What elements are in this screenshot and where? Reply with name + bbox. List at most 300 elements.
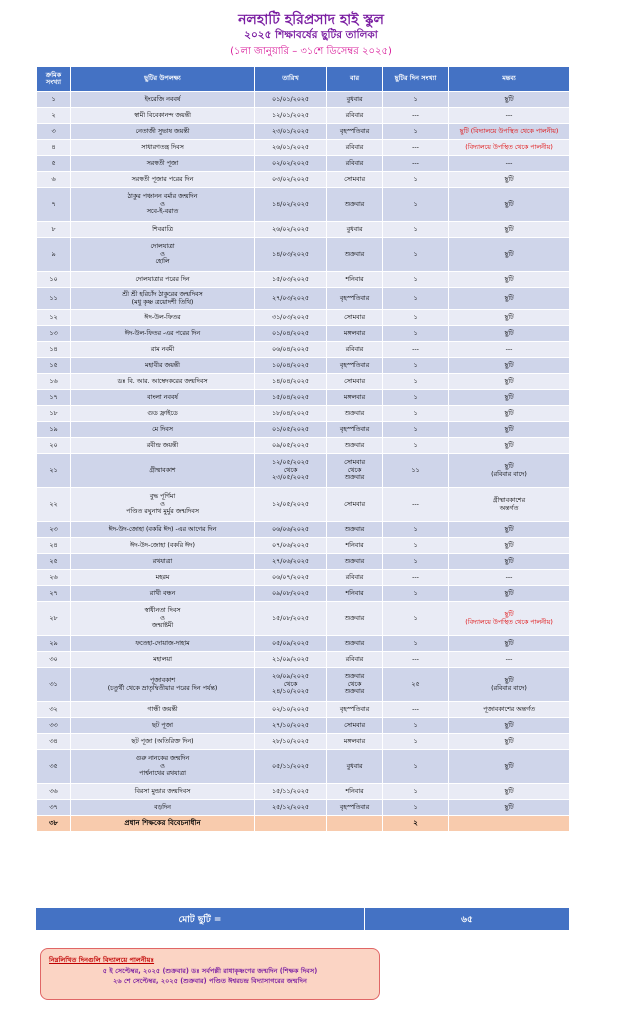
event-cell — [71, 488, 255, 522]
date-cell — [255, 238, 327, 272]
date-cell — [255, 310, 327, 326]
event-cell — [71, 652, 255, 668]
days-count-cell — [383, 570, 449, 586]
event-cell-line: মহালয়া — [153, 655, 172, 663]
date-cell-line: ১৫/০৪/২০২৫ — [272, 393, 309, 401]
event-cell-line: গ্রীষ্মাবকাশ — [149, 466, 176, 474]
days-count-cell-line: ২৫ — [411, 680, 420, 688]
table-row — [37, 800, 570, 816]
date-cell-line: ০২/০২/২০২৫ — [272, 159, 309, 167]
event-cell-line: দোলযাত্রা — [150, 243, 175, 251]
event-cell-line: নেতাজী সুভাষ জয়ন্তী — [135, 127, 190, 135]
col-serial: ক্রমিক সংখ্যা — [37, 67, 71, 92]
day-cell — [327, 668, 383, 702]
day-cell-line: রবিবার — [345, 111, 364, 119]
day-cell — [327, 222, 383, 238]
remark-cell — [449, 358, 570, 374]
day-cell-line: শনিবার — [345, 589, 364, 597]
date-cell — [255, 156, 327, 172]
date-cell — [255, 522, 327, 538]
day-cell — [327, 288, 383, 310]
serial-cell — [37, 374, 71, 390]
event-cell: প্রধান শিক্ষকের বিবেচনাধীন — [71, 816, 255, 832]
days-count-cell-line: ১ — [413, 329, 418, 337]
day-cell — [327, 800, 383, 816]
remark-cell-line: ছুটি — [504, 462, 514, 470]
remark-cell — [449, 172, 570, 188]
day-cell — [327, 124, 383, 140]
serial-cell-line: ২৬ — [49, 573, 58, 581]
date-cell — [255, 488, 327, 522]
days-count-cell-line: --- — [412, 705, 419, 713]
date-cell — [255, 374, 327, 390]
days-count-cell — [383, 784, 449, 800]
remark-cell-line: ছুটি — [504, 737, 514, 745]
days-count-cell — [383, 172, 449, 188]
remark-cell-line: ছুটি — [504, 329, 514, 337]
remark-cell — [449, 140, 570, 156]
date-cell — [255, 652, 327, 668]
event-cell — [71, 554, 255, 570]
remark-cell-line: (রবিবার বাদে) — [491, 470, 527, 478]
event-cell — [71, 108, 255, 124]
date-cell — [255, 188, 327, 222]
date-cell — [255, 702, 327, 718]
days-count-cell — [383, 310, 449, 326]
day-cell — [327, 652, 383, 668]
day-cell-line: শুক্রবার — [344, 200, 365, 208]
remark-cell — [449, 554, 570, 570]
remark-cell-line: ছুটি — [504, 175, 514, 183]
days-count-cell-line: --- — [412, 573, 419, 581]
event-cell-line: বিরসা মুন্ডার জন্মদিবস — [134, 787, 191, 795]
event-cell-line: ফতেহা-দোয়াজ-দাহাম — [135, 639, 190, 647]
holiday-table — [36, 66, 570, 832]
event-cell — [71, 422, 255, 438]
table-row — [37, 342, 570, 358]
date-cell-line: ০৭/০৬/২০২৫ — [272, 541, 309, 549]
day-cell — [327, 522, 383, 538]
serial-cell — [37, 570, 71, 586]
date-cell-line: ২৬/০৯/২০২৫ — [272, 673, 309, 681]
serial-cell — [37, 272, 71, 288]
days-count-cell-line: ১ — [413, 275, 418, 283]
date-cell — [255, 718, 327, 734]
days-count-cell — [383, 124, 449, 140]
day-cell — [327, 702, 383, 718]
remark-cell — [449, 342, 570, 358]
date-cell — [255, 406, 327, 422]
remark-cell-line: ছুটি — [504, 803, 514, 811]
event-cell — [71, 406, 255, 422]
date-cell-line: থেকে — [283, 680, 298, 688]
event-cell-line: ও — [160, 200, 165, 208]
remark-cell-line: ছুটি — [504, 676, 514, 684]
days-count-cell-line: --- — [412, 655, 419, 663]
event-cell-line: রথযাত্রা — [152, 557, 173, 565]
event-cell-line: গুরু নানকের জন্মদিন — [135, 755, 190, 763]
date-cell-line: ০৯/০৮/২০২৫ — [272, 589, 309, 597]
day-cell-line: সোমবার — [344, 500, 365, 508]
serial-cell-line: ১৮ — [49, 409, 58, 417]
remark-cell-line: --- — [505, 655, 513, 663]
event-cell-line: গুড ফ্রাইডে — [147, 409, 178, 417]
date-cell-line: ১০/০৪/২০২৫ — [272, 361, 309, 369]
remark-cell — [449, 272, 570, 288]
serial-cell — [37, 800, 71, 816]
event-cell-line: ও — [160, 500, 165, 508]
event-cell-line: পার্শ্বনাথের রথযাত্রা — [139, 770, 186, 778]
serial-cell-line: ৩৭ — [49, 803, 58, 811]
col-event: ছুটির উপলক্ষ্য — [71, 67, 255, 92]
event-cell — [71, 188, 255, 222]
table-row — [37, 390, 570, 406]
days-count-cell-line: ১ — [413, 737, 418, 745]
event-cell — [71, 310, 255, 326]
col-remark: মন্তব্য — [449, 67, 570, 92]
day-cell — [327, 636, 383, 652]
event-cell — [71, 358, 255, 374]
event-cell-line: হোলি — [155, 258, 170, 266]
day-cell-line: রবিবার — [345, 143, 364, 151]
table-row — [37, 668, 570, 702]
date-cell — [255, 734, 327, 750]
day-cell-line: বুধবার — [346, 762, 363, 770]
date-cell — [255, 800, 327, 816]
days-count-cell — [383, 702, 449, 718]
remark-cell — [449, 454, 570, 488]
table-row — [37, 406, 570, 422]
date-cell-line: ০১/০১/২০২৫ — [272, 95, 309, 103]
day-cell-line: শুক্রবার — [344, 557, 365, 565]
table-body — [37, 92, 570, 832]
event-cell-line: ও — [160, 250, 165, 258]
days-count-cell — [383, 108, 449, 124]
event-cell — [71, 390, 255, 406]
event-cell — [71, 784, 255, 800]
date-cell — [255, 586, 327, 602]
school-name: নলহাটি হরিপ্রসাদ হাই স্কুল — [238, 12, 384, 28]
event-cell-line: পণ্ডিত রঘুনাথ মুর্মুর জন্মদিবস — [126, 508, 199, 516]
remark-cell — [449, 668, 570, 702]
days-count-cell — [383, 92, 449, 108]
remark-cell — [449, 652, 570, 668]
date-cell — [255, 124, 327, 140]
table-row — [37, 422, 570, 438]
serial-cell-line: ৩৩ — [49, 721, 58, 729]
event-cell-line: ঈদ-উল-ফিতর -এর পরের দিন — [124, 329, 201, 337]
serial-cell-line: ৫ — [51, 159, 56, 167]
serial-cell — [37, 422, 71, 438]
remark-cell — [449, 816, 570, 832]
remark-cell — [449, 488, 570, 522]
table-row — [37, 272, 570, 288]
date-cell-line: ০১/০৪/২০২৫ — [272, 329, 309, 337]
date-cell-line: ০৫/১১/২০২৫ — [272, 762, 309, 770]
event-cell-line: সবে-ই-বরাত — [146, 208, 179, 216]
day-cell-line: বুধবার — [346, 225, 363, 233]
day-cell-line: মঙ্গলবার — [343, 393, 366, 401]
remark-cell — [449, 222, 570, 238]
remark-cell — [449, 108, 570, 124]
serial-cell-line: ২২ — [49, 500, 58, 508]
col-days-count: ছুটির দিন সংখ্যা — [383, 67, 449, 92]
days-count-cell-line: ১ — [413, 127, 418, 135]
serial-cell-line: ১৯ — [49, 425, 58, 433]
serial-cell-line: ৩০ — [49, 655, 58, 663]
date-cell — [255, 358, 327, 374]
day-cell — [327, 422, 383, 438]
day-cell — [327, 570, 383, 586]
days-count-cell — [383, 750, 449, 784]
day-cell-line: সোমবার — [344, 377, 365, 385]
day-cell-line: বৃহস্পতিবার — [339, 294, 370, 302]
table-row — [37, 288, 570, 310]
table-row — [37, 522, 570, 538]
event-cell-line: ছট পূজা — [152, 721, 173, 729]
remark-cell — [449, 718, 570, 734]
days-count-cell-line: ১ — [413, 557, 418, 565]
serial-cell-line: ২৩ — [49, 525, 58, 533]
event-cell — [71, 734, 255, 750]
day-cell-line: বৃহস্পতিবার — [339, 425, 370, 433]
date-cell — [255, 92, 327, 108]
serial-cell: ৩৮ — [37, 816, 71, 832]
day-cell — [327, 438, 383, 454]
date-cell-line: ১৫/১১/২০২৫ — [272, 787, 309, 795]
remark-cell-line: ছুটি — [504, 294, 514, 302]
date-cell-line: ০৬/০৪/২০২৫ — [272, 345, 309, 353]
remark-cell-line: ছুটি — [504, 610, 514, 618]
days-count-cell-line: ১ — [413, 377, 418, 385]
days-count-cell-line: ১ — [413, 294, 418, 302]
remark-cell-line: ছুটি — [504, 787, 514, 795]
days-count-cell — [383, 636, 449, 652]
day-cell — [327, 454, 383, 488]
date-cell-line: ১২/০৫/২০২৫ — [272, 500, 309, 508]
day-cell — [327, 92, 383, 108]
days-count-cell — [383, 668, 449, 702]
days-count-cell-line: --- — [412, 159, 419, 167]
serial-cell-line: ৪ — [51, 143, 56, 151]
day-cell-line: রবিবার — [345, 345, 364, 353]
date-cell-line: ২৩/০৫/২০২৫ — [272, 474, 309, 482]
serial-cell-line: ১৬ — [49, 377, 58, 385]
date-range: (১লা জানুয়ারি – ৩১শে ডিসেম্বর ২০২৫) — [230, 46, 392, 57]
day-cell — [327, 310, 383, 326]
days-count-cell — [383, 288, 449, 310]
serial-cell-line: ২ — [51, 111, 56, 119]
table-row — [37, 570, 570, 586]
serial-cell — [37, 652, 71, 668]
event-cell-line: জন্মাষ্টমী — [151, 622, 174, 630]
date-cell-line: ২৮/১০/২০২৫ — [272, 737, 309, 745]
table-row — [37, 488, 570, 522]
serial-cell-line: ১৪ — [49, 345, 58, 353]
table-row — [37, 538, 570, 554]
day-cell — [327, 140, 383, 156]
event-cell-line: ঈদ-উল-ফিতর — [144, 313, 181, 321]
remark-cell — [449, 586, 570, 602]
event-cell — [71, 800, 255, 816]
date-cell-line: ০৬/০৭/২০২৫ — [272, 573, 309, 581]
days-count-cell — [383, 718, 449, 734]
serial-cell — [37, 636, 71, 652]
serial-cell-line: ১০ — [49, 275, 58, 283]
day-cell-line: শুক্রবার — [344, 474, 365, 482]
date-cell-line: ১২/০১/২০২৫ — [272, 111, 309, 119]
date-cell — [255, 326, 327, 342]
serial-cell-line: ২৯ — [49, 639, 58, 647]
remark-cell-line: অন্তর্গত — [499, 504, 519, 512]
remark-cell-line: ছুটি — [504, 377, 514, 385]
serial-cell-line: ৬ — [51, 175, 56, 183]
event-cell-line: শ্রী শ্রী হরিচাঁদ ঠাকুরের জন্মদিবস — [122, 290, 203, 298]
serial-cell — [37, 108, 71, 124]
date-cell-line: ১৫/০৮/২০২৫ — [272, 614, 309, 622]
observance-note — [40, 948, 380, 1000]
serial-cell — [37, 288, 71, 310]
serial-cell — [37, 390, 71, 406]
date-cell-line: ২৭/০৩/২০২৫ — [272, 294, 309, 302]
event-cell — [71, 238, 255, 272]
serial-cell — [37, 668, 71, 702]
date-cell — [255, 554, 327, 570]
days-count-cell — [383, 438, 449, 454]
remark-cell-line: ছুটি (বিদ্যালয়ে উপস্থিত থেকে পালনীয়) — [459, 127, 559, 135]
day-cell — [327, 718, 383, 734]
days-count-cell — [383, 342, 449, 358]
event-cell-line: সরস্বতী পূজার পরের দিন — [131, 175, 194, 183]
date-cell — [255, 272, 327, 288]
remark-cell — [449, 702, 570, 718]
event-cell — [71, 750, 255, 784]
days-count-cell-line: ১ — [413, 250, 418, 258]
day-cell-line: শনিবার — [345, 787, 364, 795]
table-row — [37, 636, 570, 652]
total-label: মোট ছুটি = — [36, 908, 365, 930]
day-cell-line: সোমবার — [344, 721, 365, 729]
event-cell-line: বড়দিন — [154, 803, 171, 811]
days-count-cell-line: ১ — [413, 441, 418, 449]
days-count-cell-line: ১ — [413, 639, 418, 647]
remark-cell — [449, 188, 570, 222]
event-cell-line: পূজাবকাশ — [149, 676, 176, 684]
remark-cell — [449, 784, 570, 800]
remark-cell-line: --- — [505, 159, 513, 167]
table-row — [37, 92, 570, 108]
serial-cell-line: ৩ — [51, 127, 56, 135]
serial-cell-line: ৩৫ — [49, 762, 58, 770]
table-row — [37, 156, 570, 172]
serial-cell-line: ৭ — [51, 200, 56, 208]
days-count-cell-line: ১১ — [411, 466, 420, 474]
remark-cell — [449, 800, 570, 816]
event-cell-line: ছট পূজা (অতিরিক্ত দিন) — [131, 737, 194, 745]
days-count-cell-line: --- — [412, 500, 419, 508]
table-row — [37, 438, 570, 454]
event-cell-line: স্বামী বিবেকানন্দ জয়ন্তী — [134, 111, 191, 119]
date-cell-line: ০২/১০/২০২৫ — [272, 705, 309, 713]
remark-cell — [449, 288, 570, 310]
days-count-cell-line: ১ — [413, 721, 418, 729]
table-row — [37, 554, 570, 570]
date-cell-line: ১৫/০৩/২০২৫ — [272, 275, 309, 283]
serial-cell-line: ১১ — [49, 294, 58, 302]
day-cell — [327, 326, 383, 342]
remark-cell-line: --- — [505, 573, 513, 581]
days-count-cell — [383, 734, 449, 750]
event-cell — [71, 342, 255, 358]
day-cell — [327, 406, 383, 422]
days-count-cell-line: ১ — [413, 541, 418, 549]
days-count-cell-line: ১ — [413, 614, 418, 622]
table-row — [37, 734, 570, 750]
event-cell-line: রাখী বন্ধন — [149, 589, 176, 597]
event-cell — [71, 570, 255, 586]
event-cell-line: গান্ধী জয়ন্তী — [147, 705, 178, 713]
serial-cell-line: ২০ — [49, 441, 58, 449]
day-cell-line: বৃহস্পতিবার — [339, 803, 370, 811]
remark-cell — [449, 750, 570, 784]
remark-cell-line: ছুটি — [504, 589, 514, 597]
days-count-cell-line: ১ — [413, 200, 418, 208]
day-cell-line: শুক্রবার — [344, 441, 365, 449]
date-cell — [255, 602, 327, 636]
serial-cell — [37, 406, 71, 422]
table-row — [37, 454, 570, 488]
serial-cell — [37, 342, 71, 358]
serial-cell — [37, 586, 71, 602]
date-cell — [255, 108, 327, 124]
days-count-cell — [383, 602, 449, 636]
date-cell-line: ১৪/০২/২০২৫ — [272, 200, 309, 208]
day-cell-line: সোমবার — [344, 459, 365, 467]
days-count-cell — [383, 188, 449, 222]
remark-cell — [449, 124, 570, 140]
remark-cell-line: ছুটি — [504, 225, 514, 233]
day-cell-line: শুক্রবার — [344, 525, 365, 533]
date-cell-line: ০১/০৫/২০২৫ — [272, 425, 309, 433]
serial-cell-line: ১ — [51, 95, 56, 103]
remark-cell-line: ছুটি — [504, 393, 514, 401]
day-cell-line: বৃহস্পতিবার — [339, 127, 370, 135]
event-cell-line: (চতুর্থী থেকে ভ্রাতৃদ্বিতীয়ার পরের দিন পর্যন্ত) — [107, 684, 218, 692]
event-cell-line: মহরম — [155, 573, 170, 581]
event-cell — [71, 538, 255, 554]
remark-cell-line: --- — [505, 345, 513, 353]
serial-cell-line: ১৭ — [49, 393, 58, 401]
table-row — [37, 326, 570, 342]
date-cell — [255, 538, 327, 554]
day-cell-line: রবিবার — [345, 655, 364, 663]
serial-cell — [37, 222, 71, 238]
note-title: নিম্নলিখিত দিনগুলি বিদ্যালয়ে পালনীয়ঃ — [49, 956, 155, 964]
date-cell — [255, 750, 327, 784]
days-count-cell-line: ১ — [413, 95, 418, 103]
col-date: তারিখ — [255, 67, 327, 92]
date-cell-line: ২১/০৯/২০২৫ — [272, 655, 309, 663]
event-cell — [71, 454, 255, 488]
days-count-cell — [383, 554, 449, 570]
event-cell — [71, 124, 255, 140]
serial-cell — [37, 172, 71, 188]
date-cell-line: ২৭/০৬/২০২৫ — [272, 557, 309, 565]
table-header-row — [37, 67, 570, 92]
remark-cell-line: ছুটি — [504, 639, 514, 647]
table-row — [37, 172, 570, 188]
serial-cell — [37, 92, 71, 108]
